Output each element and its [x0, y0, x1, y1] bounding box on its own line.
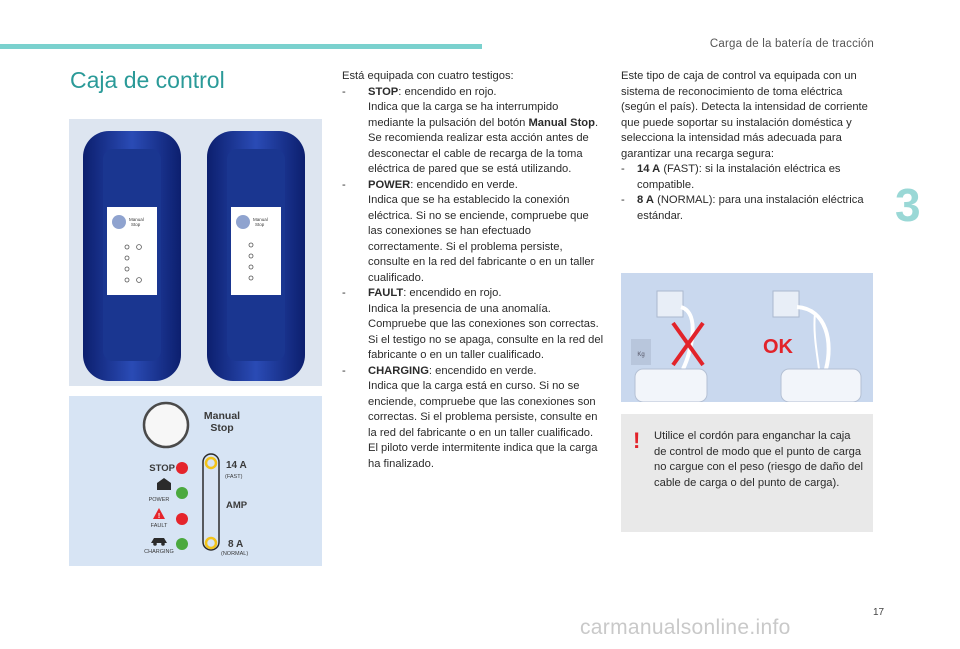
stop-led — [176, 462, 188, 474]
indicator-description: Indica que la carga se ha interrumpido mediante la pulsación del botón Manual Stop. Se recomienda realizar esta acción antes de desconectar el cable de recarga de la toma eléctrica de pared que se está utilizando. — [368, 101, 599, 175]
socket-recognition-intro: Este tipo de caja de control va equipada con un sistema de reconocimiento de toma eléctrica (según el país). Detecta la intensidad de corriente que puede soportar su instalación doméstica y selecciona la intensidad más adecuada para garantizar una recarga segura: — [621, 70, 868, 160]
socket-recognition-column — [621, 69, 879, 224]
indicator-description-column — [342, 69, 604, 472]
14a-label: 14 A — [226, 460, 247, 471]
page-title: Caja de control — [70, 67, 225, 93]
warning-icon: ! — [633, 428, 641, 453]
svg-text:Stop: Stop — [131, 222, 141, 227]
chapter-number: 3 — [895, 179, 921, 231]
manual-stop-button — [144, 403, 188, 447]
fault-led — [176, 513, 188, 525]
car-icon — [151, 538, 167, 546]
svg-text:!: ! — [157, 513, 161, 520]
8a-label: 8 A — [228, 539, 244, 550]
amp-option-8a: - 8 A (NORMAL): para una instalación eléctrica estándar. — [621, 194, 864, 222]
wrong-setup — [631, 291, 707, 402]
power-label: POWER — [148, 497, 170, 503]
indicators-intro: Está equipada con cuatro testigos: — [342, 70, 514, 82]
fault-icon — [153, 508, 165, 520]
header-accent-bar — [0, 44, 482, 49]
8a-indicator — [206, 538, 216, 548]
indicator-name: FAULT — [368, 287, 404, 299]
stop-label: STOP — [149, 463, 175, 474]
control-box-photo — [69, 119, 322, 386]
stop-button-label: Stop — [210, 422, 234, 434]
power-icon — [157, 478, 171, 490]
hanging-diagram — [621, 273, 873, 402]
indicator-name: STOP — [368, 85, 399, 98]
power-led — [176, 487, 188, 499]
correct-setup — [763, 291, 861, 402]
charging-label: CHARGING — [144, 549, 174, 555]
indicator-description: Indica que se ha establecido la conexión eléctrica. Si no se enciende, compruebe que las conexiones se han efectuado correctamente. Si el problema persiste, consulte en la red del fabricante o en un taller cualificado. — [368, 194, 595, 284]
svg-text:Manual: Manual — [253, 217, 268, 222]
indicator-description-extra: El piloto verde intermitente indica que la carga ha finalizado. — [368, 442, 598, 470]
warning-box — [621, 414, 873, 532]
amp-option-14a: - 14 A (FAST): si la instalación eléctrica es compatible. — [621, 163, 841, 191]
warning-text: Utilice el cordón para enganchar la caja de control de modo que el punto de carga no cargue con el peso (riesgo de daño del cable de carga o del punto de carga). — [654, 430, 863, 489]
14a-indicator — [206, 458, 216, 468]
amp-label: AMP — [226, 500, 248, 511]
svg-text:Manual: Manual — [129, 217, 144, 222]
indicator-item-stop: - STOP: encendido en rojo. Indica que la carga se ha interrumpido mediante la pulsación del botón Manual Stop. Se recomienda realizar esta acción antes de desconectar el cable de recarga de la toma eléctrica de pared que se está utilizando. — [342, 85, 604, 178]
indicator-item-fault: - FAULT: encendido en rojo. Indica la presencia de una anomalía. Compruebe que las conexiones son correctas. Si el testigo no se apaga, consulte en la red del fabricante o en un taller cualificado. — [342, 286, 604, 364]
watermark: carmanualsonline.info — [580, 616, 791, 639]
indicator-item-power: - POWER: encendido en verde. Indica que se ha establecido la conexión eléctrica. Si no se enciende, compruebe que las conexiones se han efectuado correctamente. Si el problema persiste, consulte en la red del fabricante o en un taller cualificado. — [342, 178, 604, 287]
indicator-name: POWER — [368, 178, 411, 191]
indicator-description: Indica la presencia de una anomalía. Compruebe que las conexiones son correctas. Si el testigo no se apaga, consulte en la red del fabricante o en un taller cualificado. — [368, 302, 604, 361]
control-box-left — [83, 131, 181, 381]
normal-label: (NORMAL) — [221, 551, 249, 557]
fast-label: (FAST) — [225, 474, 243, 480]
page-number: 17 — [873, 607, 885, 618]
indicator-description: Indica que la carga está en curso. Si no se enciende, compruebe que las conexiones son correctas. Si el problema persiste, consulte en la red del fabricante o en un taller cualificado. — [368, 380, 598, 439]
indicator-item-charging: - CHARGING: encendido en verde. Indica que la carga está en curso. Si no se enciende, compruebe que las conexiones son correctas. Si el problema persiste, consulte en la red del fabricante o en un taller cualificado. El piloto verde intermitente indica que la carga ha finalizado. — [342, 364, 604, 473]
manual-label: Manual — [203, 410, 241, 422]
control-box-right — [207, 131, 305, 381]
charging-led — [176, 538, 188, 550]
indicator-name: CHARGING — [368, 364, 429, 377]
section-title: Carga de la batería de tracción — [709, 38, 874, 50]
ok-label: OK — [763, 336, 793, 358]
svg-text:Stop: Stop — [255, 222, 265, 227]
control-panel-closeup — [69, 396, 322, 566]
weight-label: Kg — [637, 352, 645, 358]
fault-label: FAULT — [150, 523, 168, 529]
